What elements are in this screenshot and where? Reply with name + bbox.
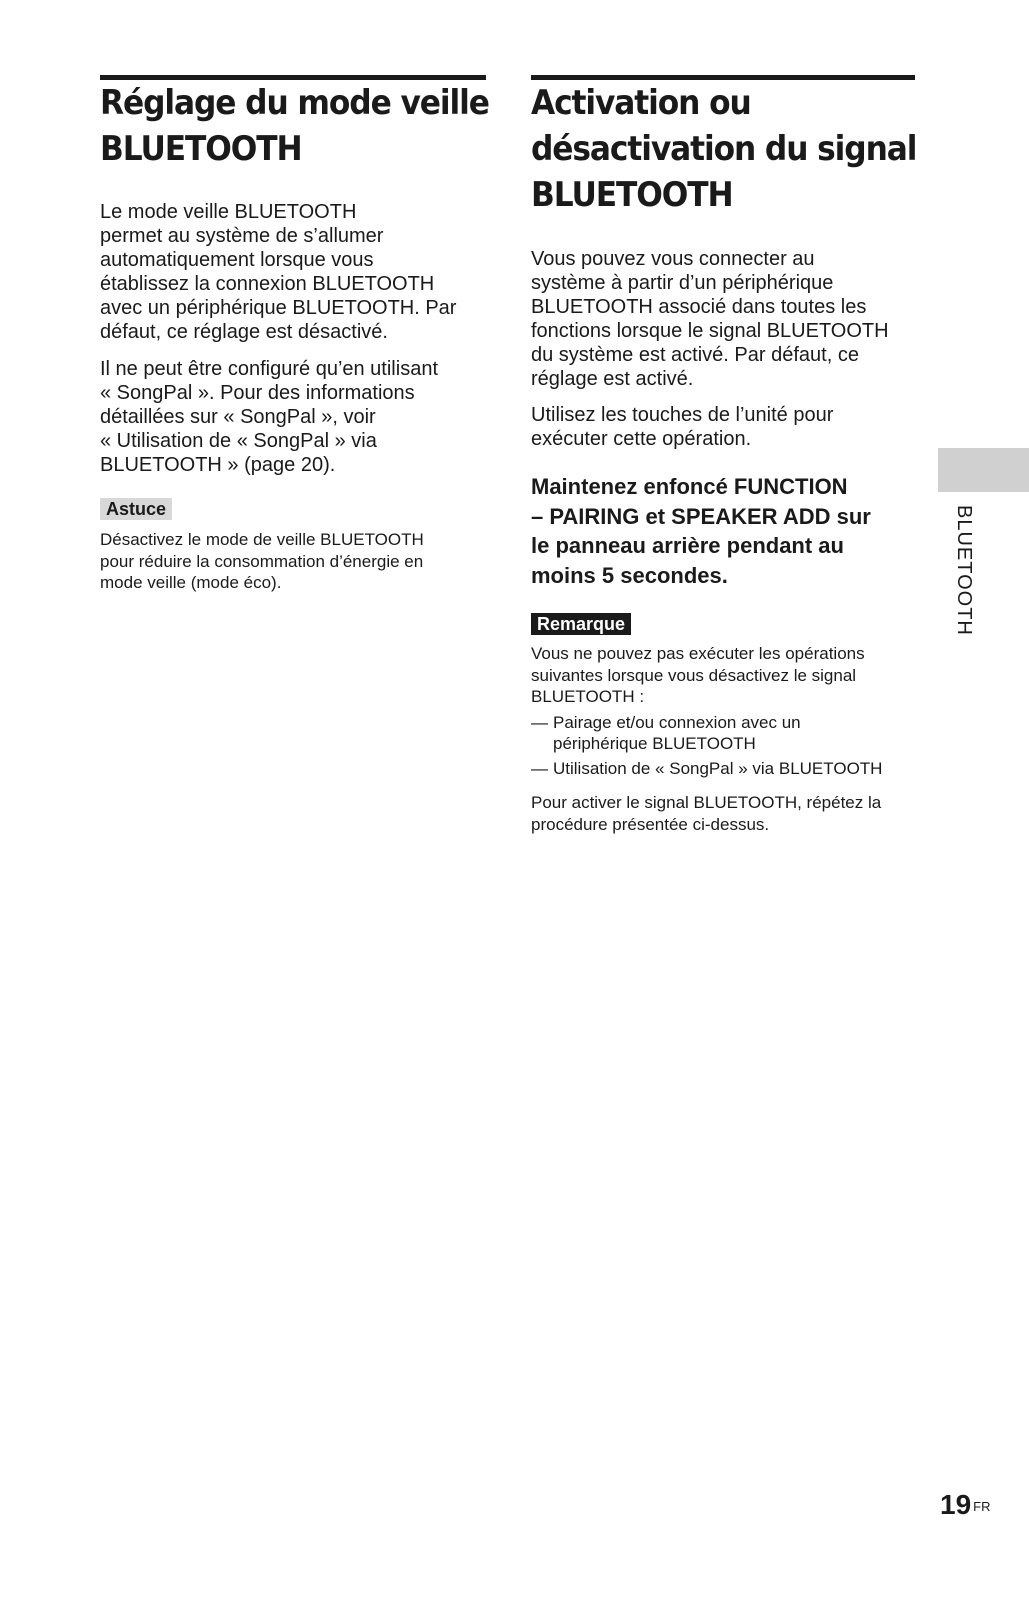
- text-line: le panneau arrière pendant au: [531, 533, 844, 558]
- list-item: [531, 758, 882, 779]
- text-line: Utilisez les touches de l’unité pour: [531, 404, 834, 426]
- text-line: périphérique BLUETOOTH: [553, 734, 756, 753]
- text-line: BLUETOOTH » (page 20).: [100, 454, 336, 476]
- final-note: [531, 792, 881, 835]
- title-line: BLUETOOTH: [100, 129, 302, 169]
- text-line: Pour activer le signal BLUETOOTH, répétez la: [531, 793, 882, 812]
- text-line: Vous ne pouvez pas exécuter les opérations: [531, 644, 865, 663]
- text-line: pour réduire la consommation d’énergie en: [100, 551, 424, 571]
- text-line: établissez la connexion BLUETOOTH: [100, 273, 435, 295]
- right-paragraph-1: [531, 247, 889, 391]
- page-number: [940, 1489, 991, 1521]
- text-line: réglage est activé.: [531, 368, 694, 390]
- text-line: exécuter cette opération.: [531, 428, 752, 450]
- text-line: Pairage et/ou connexion avec un: [553, 713, 801, 732]
- left-paragraph-1: [100, 200, 456, 344]
- text-line: mode veille (mode éco).: [100, 573, 282, 592]
- step-instruction: [531, 472, 871, 590]
- text-line: Le mode veille BLUETOOTH: [100, 201, 357, 223]
- right-section-title: [531, 80, 916, 218]
- hint-text: [100, 529, 424, 594]
- text-line: automatiquement lorsque vous: [100, 249, 374, 271]
- text-line: du système est activé. Par défaut, ce: [531, 344, 859, 366]
- text-line: BLUETOOTH associé dans toutes les: [531, 296, 867, 318]
- list-item: [531, 712, 882, 754]
- title-line: Activation ou: [531, 83, 751, 123]
- text-line: permet au système de s’allumer: [100, 225, 384, 247]
- text-line: Maintenez enfoncé FUNCTION: [531, 474, 848, 499]
- text-line: Vous pouvez vous connecter au: [531, 248, 815, 270]
- text-line: avec un périphérique BLUETOOTH. Par: [100, 297, 457, 319]
- text-line: moins 5 secondes.: [531, 562, 728, 588]
- text-line: Utilisation de « SongPal » via BLUETOOTH: [553, 759, 883, 778]
- text-line: « SongPal ». Pour des informations: [100, 382, 415, 404]
- dash-bullet: —: [531, 759, 548, 778]
- section-tab: [938, 448, 1029, 492]
- text-line: – PAIRING et SPEAKER ADD sur: [531, 503, 871, 529]
- note-label: Remarque: [531, 613, 631, 635]
- left-section-title: [100, 80, 489, 172]
- right-paragraph-2: [531, 403, 833, 451]
- text-line: défaut, ce réglage est désactivé.: [100, 321, 388, 343]
- text-line: Il ne peut être configuré qu’en utilisant: [100, 358, 438, 380]
- note-text: [531, 643, 865, 708]
- title-line: Réglage du mode veille: [100, 83, 489, 123]
- text-line: procédure présentée ci-dessus.: [531, 814, 770, 834]
- page-number-value: 19: [940, 1489, 972, 1520]
- title-line: désactivation du signal: [531, 129, 917, 169]
- dash-bullet: —: [531, 713, 548, 732]
- text-line: suivantes lorsque vous désactivez le signal: [531, 665, 857, 685]
- language-code: FR: [973, 1499, 991, 1514]
- text-line: fonctions lorsque le signal BLUETOOTH: [531, 320, 889, 342]
- title-line: BLUETOOTH: [531, 175, 733, 215]
- note-list: [531, 712, 882, 783]
- text-line: Désactivez le mode de veille BLUETOOTH: [100, 530, 424, 549]
- text-line: « Utilisation de « SongPal » via: [100, 430, 377, 452]
- text-line: système à partir d’un périphérique: [531, 272, 834, 294]
- text-line: BLUETOOTH :: [531, 687, 645, 706]
- text-line: détaillées sur « SongPal », voir: [100, 406, 376, 428]
- left-paragraph-2: [100, 357, 438, 477]
- section-tab-label: BLUETOOTH: [953, 505, 975, 636]
- hint-label: Astuce: [100, 498, 172, 520]
